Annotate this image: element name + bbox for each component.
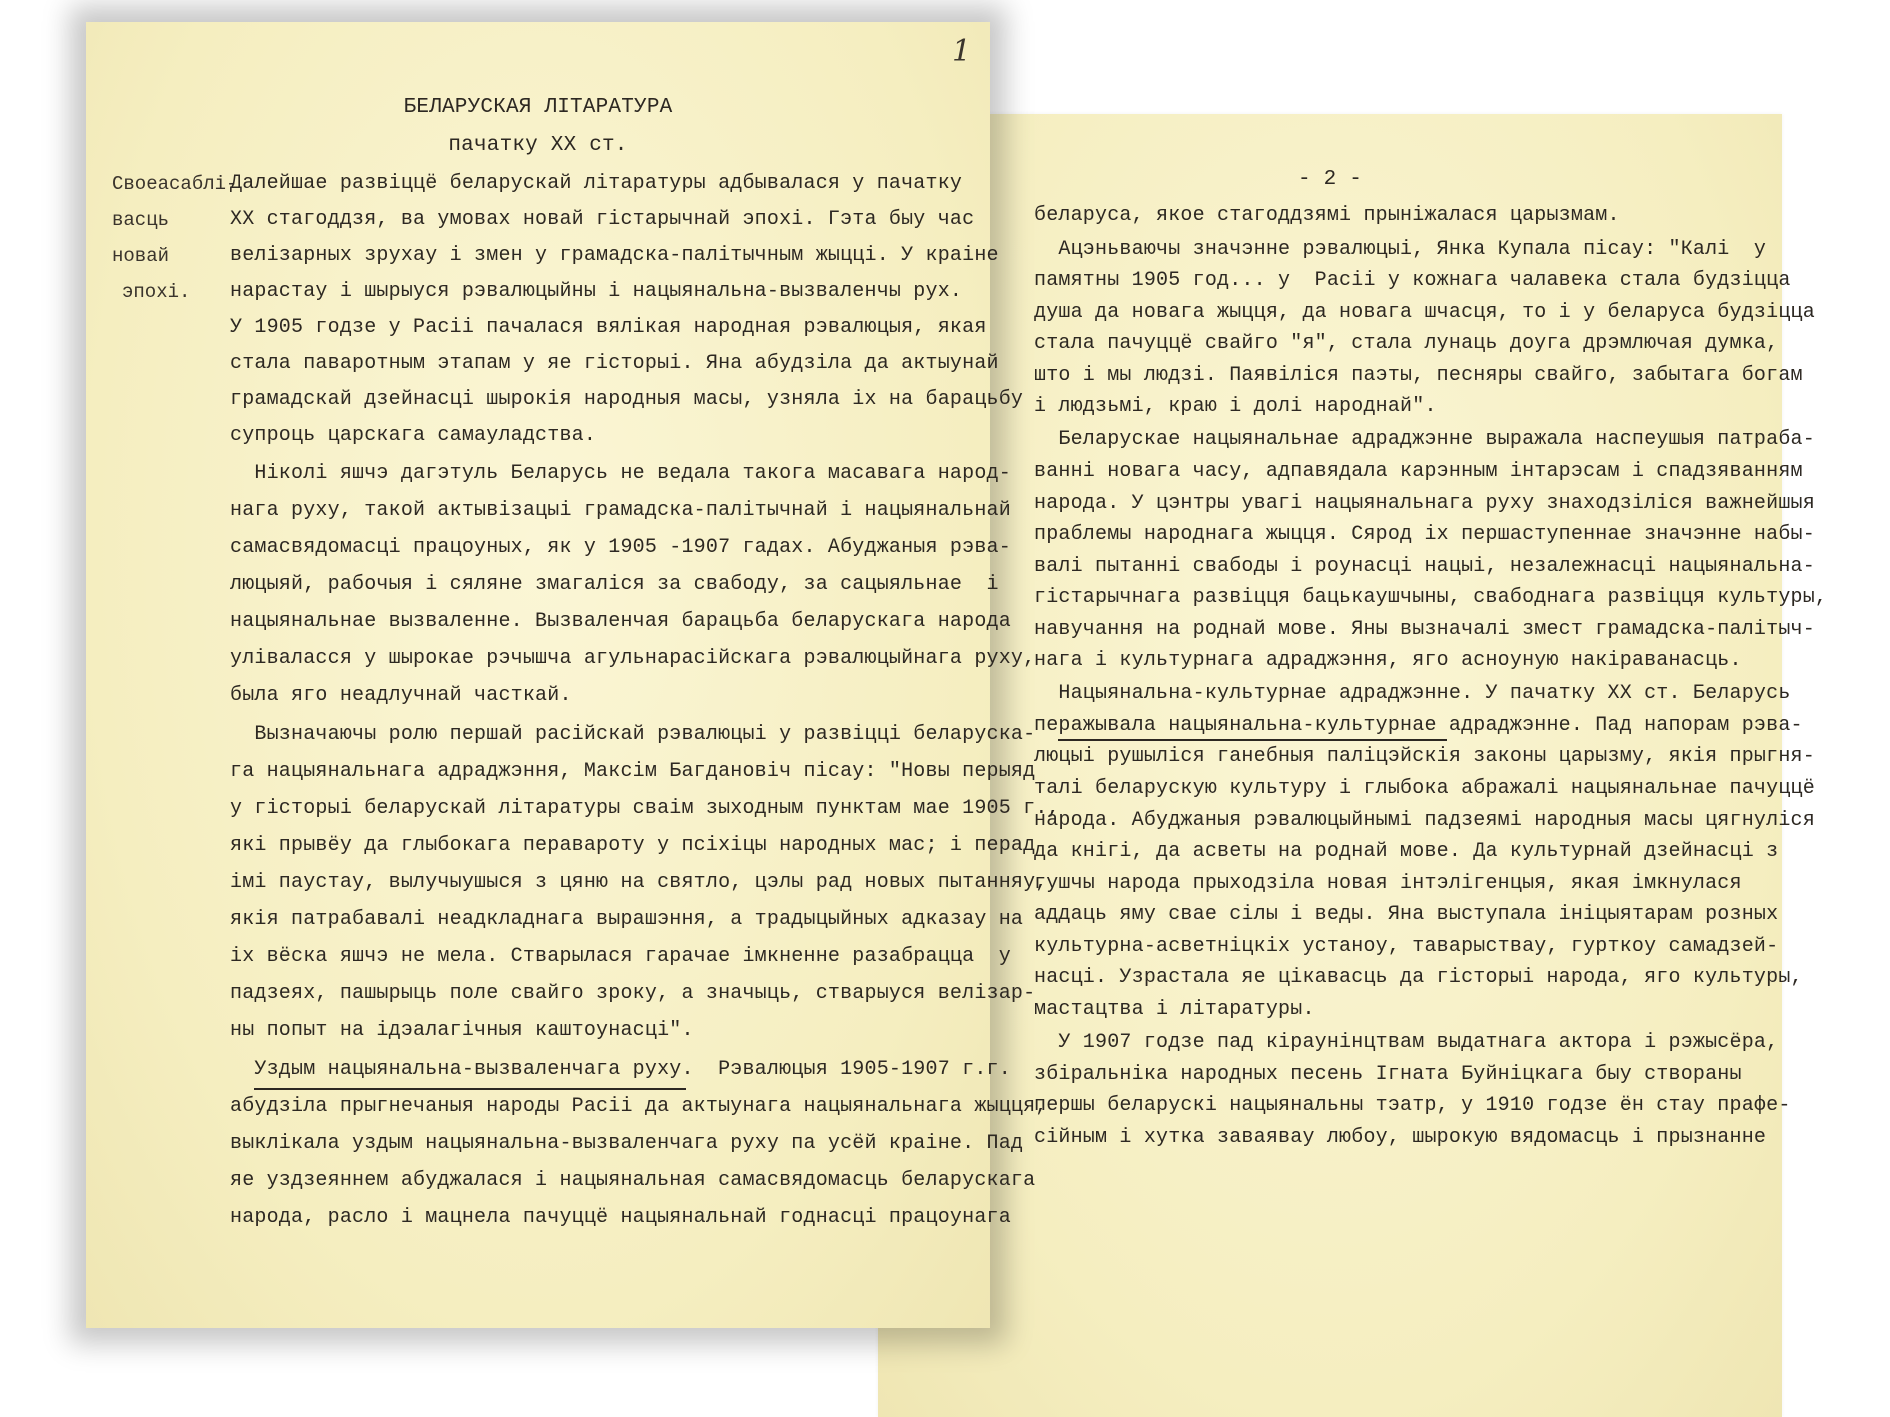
- text-line: беларуса, якое стагоддзямі прыніжалася царызмам.: [1034, 204, 1620, 227]
- text-line: душа да новага жыцця, да новага шчасця, то і у беларуса будзіцца: [1034, 301, 1815, 324]
- text-line: нага руху, такой актывізацыі грамадска-палітычнай і нацыянальнай: [230, 499, 1011, 522]
- text-line: народа. У цэнтры увагі нацыянальнага руху знаходзіліся важнейшыя: [1034, 492, 1815, 515]
- text-line: Вызначаючы ролю першай расійскай рэвалюцыі у развіцці беларуска-: [230, 723, 1036, 746]
- text-line: яе уздзеяннем абуджалася і нацыянальная самасвядомасць беларускага: [230, 1169, 1036, 1192]
- text-line: гістарычнага развіцця бацькаушчыны, свабоднага развіцця культуры,: [1034, 586, 1828, 609]
- margin-note-line: новай: [112, 245, 170, 267]
- text-line: XX стагоддзя, ва умовах новай гістарычнай эпохі. Гэта быу час: [230, 208, 975, 231]
- text-line: імі паустау, вылучыушыся з цяню на святло, цэлы рад новых пытанняу,: [230, 871, 1048, 894]
- text-line: мастацтва і літаратуры.: [1034, 998, 1315, 1021]
- text-line: перажывала нацыянальна-культурнае адраджэнне. Пад напорам рэва-: [1034, 714, 1803, 737]
- text-line: грамадскай дзейнасці шырокія народныя масы, узняла іх на барацьбу: [230, 388, 1024, 411]
- text-line: культурна-асветніцкіх устаноу, таварыствау, гурткоу самадзей-: [1034, 935, 1779, 958]
- margin-note-line: Своеасаблі-: [112, 173, 238, 195]
- text-line: абудзіла прыгнечаныя народы Расіі да актыунага нацыянальнага жыцця,: [230, 1095, 1048, 1118]
- text-line: Ацэньваючы значэнне рэвалюцыі, Янка Купала пісау: "Калі у: [1034, 238, 1767, 261]
- text-line: Далейшае развіццё беларускай літаратуры адбывалася у пачатку: [230, 172, 963, 195]
- document-page-1: [86, 22, 1060, 1328]
- text-line: народа, расло і мацнела пачуццё нацыянальнай годнасці працоунага: [230, 1206, 1011, 1229]
- text-line: Ніколі яшчэ дагэтуль Беларусь не ведала такога масавага народ-: [230, 462, 1011, 485]
- text-line: выклікала уздым нацыянальна-вызваленчага руху па усёй краіне. Пад: [230, 1132, 1024, 1155]
- text-line: валі пытанні свабоды і роунасці нацыі, незалежнасці нацыянальна-: [1034, 555, 1815, 578]
- text-line: талі беларускую культуру і глыбока абражалі нацыянальнае пачуццё: [1034, 777, 1815, 800]
- heading-underline: [1058, 739, 1447, 741]
- page-corner-mark: 1: [952, 34, 972, 69]
- text-line: ванні новага часу, адпавядала карэнным інтарэсам і спадзяванням: [1034, 460, 1803, 483]
- text-line: Беларускае нацыянальнае адраджэнне выражала наспеушыя патраба-: [1034, 428, 1815, 451]
- text-line: У 1905 годзе у Расіі пачалася вялікая народная рэвалюцыя, якая: [230, 316, 987, 339]
- text-line: Нацыянальна-культурнае адраджэнне. У пачатку XX ст. Беларусь: [1034, 682, 1791, 705]
- text-line: аддаць яму свае сілы і веды. Яна выступала ініцыятарам розных: [1034, 903, 1779, 926]
- text-line: збіральніка народных песень Ігната Буйніцкага быу створаны: [1034, 1063, 1742, 1086]
- text-line: велізарных зрухау і змен у грамадска-палітычным жыцці. У краіне: [230, 244, 999, 267]
- page-number: - 2 -: [1297, 168, 1362, 191]
- text-line: стала пачуццё свайго "я", стала лунаць доуга дрэмлючая думка,: [1034, 332, 1779, 355]
- text-line: у гісторыі беларускай літаратуры сваім зыходным пунктам мае 1905 г.,: [230, 797, 1060, 820]
- text-line: У 1907 годзе пад кіраунінцтвам выдатнага актора і рэжысёра,: [1034, 1031, 1779, 1054]
- text-line: навучання на роднай мове. Яны вызначалі змест грамадска-палітыч-: [1034, 618, 1815, 641]
- text-line: іх вёска яшчэ не мела. Стварылася гарачае імкненне разабрацца у: [230, 945, 1011, 968]
- text-line: падзеях, пашырыць поле свайго зроку, а значыць, стварыуся велізар-: [230, 982, 1036, 1005]
- text-line: нарастау і шырыуся рэвалюцыйны і нацыянальна-вызваленчы рух.: [230, 280, 963, 303]
- document-title: БЕЛАРУСКАЯ ЛІТАРАТУРА: [403, 96, 673, 119]
- text-line: супроць царскага самауладства.: [230, 424, 597, 447]
- text-line: нага і культурнага адраджэння, яго асноуную накіраванасць.: [1034, 649, 1742, 672]
- heading-underline: [254, 1088, 686, 1090]
- text-line: уліваласся у шырокае рэчышча агульнарасійскага рэвалюцыйнага руху,: [230, 647, 1036, 670]
- document-subtitle: пачатку XX ст.: [448, 134, 628, 157]
- text-line: гушчы народа прыходзіла новая інтэлігенцыя, якая імкнулася: [1034, 872, 1742, 895]
- text-line: Уздым нацыянальна-вызваленчага руху. Рэвалюцыя 1905-1907 г.г.: [230, 1058, 1011, 1081]
- text-line: якія патрабавалі неадкладнага вырашэння, а традыцыйных адказау на: [230, 908, 1024, 931]
- text-line: га нацыянальнага адраджэння, Максім Багдановіч пісау: "Новы перыяд: [230, 760, 1036, 783]
- margin-note-line: васць: [112, 209, 170, 231]
- text-line: сійным і хутка заваявау любоу, шырокую вядомасць і прызнанне: [1034, 1126, 1767, 1149]
- text-line: ны попыт на ідэалагічныя каштоунасці".: [230, 1019, 694, 1042]
- text-line: першы беларускі нацыянальны тэатр, у 1910 годзе ён стау прафе-: [1034, 1094, 1791, 1117]
- text-line: што і мы людзі. Паявіліся паэты, песняры свайго, забытага богам: [1034, 364, 1803, 387]
- margin-note-line: эпохі.: [122, 281, 191, 303]
- text-line: народа. Абуджаныя рэвалюцыйнымі падзеямі народныя масы цягнуліся: [1034, 809, 1815, 832]
- text-line: насці. Узрастала яе цікавасць да гісторыі народа, яго культуры,: [1034, 966, 1803, 989]
- text-line: люцыі рушыліся ганебныя паліцэйскія законы царызму, якія прыгня-: [1034, 745, 1815, 768]
- text-line: і людзьмі, краю і долі народнай".: [1034, 395, 1437, 418]
- text-line: нацыянальнае вызваленне. Вызваленчая барацьба беларускага народа: [230, 610, 1011, 633]
- text-line: была яго неадлучнай часткай.: [230, 684, 572, 707]
- text-line: самасвядомасці працоуных, як у 1905 -1907 гадах. Абуджаныя рэва-: [230, 536, 1011, 559]
- text-line: стала паваротным этапам у яе гісторыі. Яна абудзіла да актыунай: [230, 352, 999, 375]
- text-line: які прывёу да глыбокага перавароту у псіхіцы народных мас; і перад: [230, 834, 1036, 857]
- text-line: да кнігі, да асветы на роднай мове. Да культурнай дзейнасці з: [1034, 840, 1779, 863]
- text-line: праблемы народнага жыцця. Сярод іх першаступеннае значэнне набы-: [1034, 523, 1815, 546]
- text-line: люцыяй, рабочыя і сяляне змагаліся за свабоду, за сацыяльнае і: [230, 573, 999, 596]
- text-line: памятны 1905 год... у Расіі у кожнага чалавека стала будзіцца: [1034, 269, 1791, 292]
